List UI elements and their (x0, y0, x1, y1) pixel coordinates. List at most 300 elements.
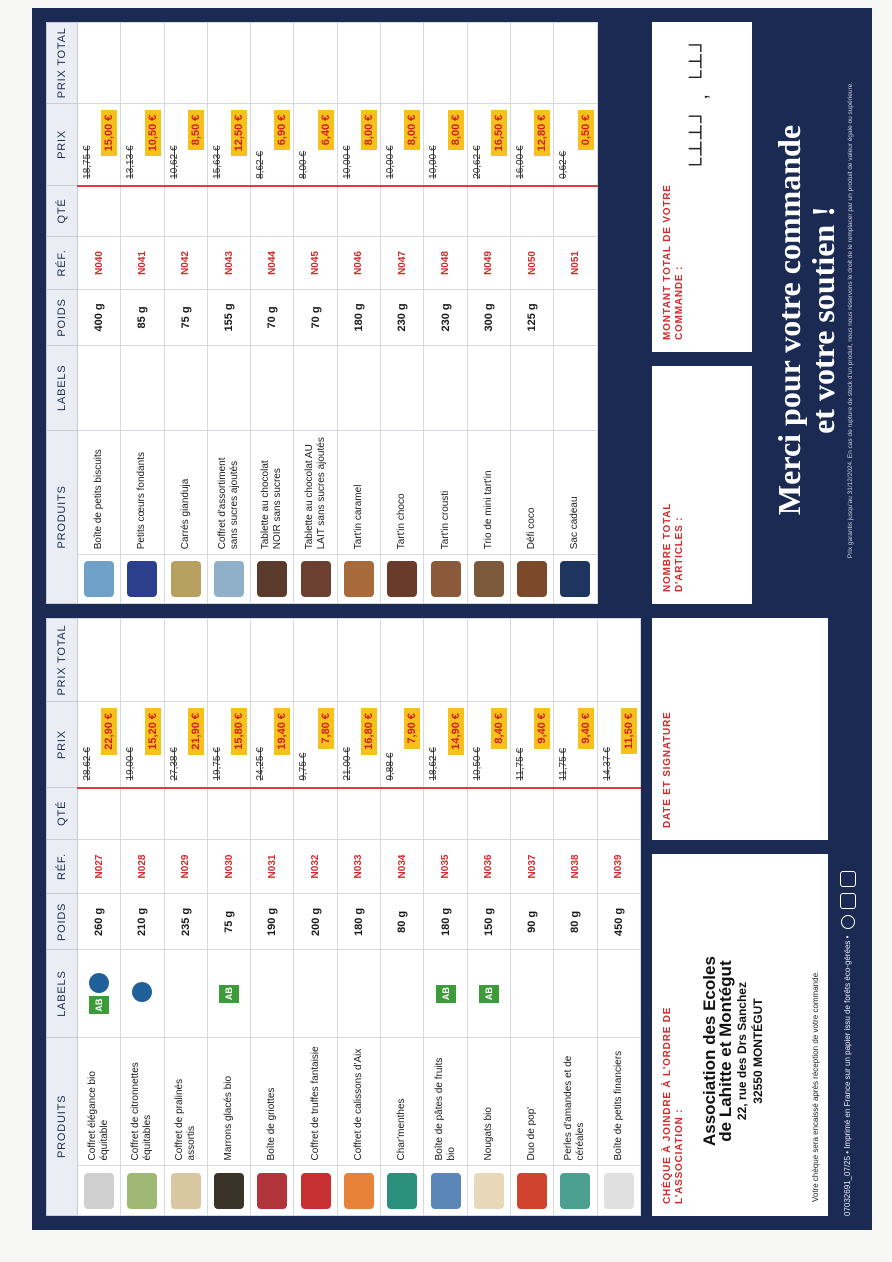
product-name: Coffret élégance bio équitable (78, 1037, 121, 1166)
product-ref: N031 (251, 839, 294, 894)
promo-price: 8,00 € (448, 110, 464, 151)
product-labels (554, 950, 597, 1037)
quantity-input[interactable] (207, 186, 250, 236)
product-price (381, 103, 424, 186)
promo-price: 10,50 € (145, 110, 161, 157)
old-price: 27,38 € (168, 747, 180, 781)
product-thumbnail (597, 1166, 640, 1216)
old-price: 20,62 € (471, 145, 483, 179)
cheque-box (652, 854, 828, 1216)
product-image (474, 561, 504, 597)
signature-box[interactable] (652, 618, 828, 840)
product-price (510, 103, 553, 186)
product-price (424, 702, 467, 788)
total-price-input[interactable] (467, 619, 510, 702)
quantity-input[interactable] (510, 788, 553, 840)
product-thumbnail (121, 555, 164, 604)
product-ref: N040 (78, 236, 121, 290)
quantity-input[interactable] (554, 186, 597, 236)
product-weight: 400 g (78, 290, 121, 345)
promo-price: 7,80 € (318, 708, 334, 749)
total-price-input[interactable] (510, 23, 553, 104)
product-labels (294, 950, 337, 1037)
stamp-line-1: Association des Ecoles (700, 956, 719, 1146)
table-row (554, 23, 597, 604)
product-ref: N048 (424, 236, 467, 290)
product-name: Tablette au chocolat AU LAIT sans sucres ajoutés (294, 430, 337, 554)
product-price (381, 702, 424, 788)
table-row (337, 23, 380, 604)
articles-label: NOMBRE TOTAL D'ARTICLES : (662, 502, 685, 592)
total-price-input[interactable] (597, 619, 640, 702)
product-labels (251, 345, 294, 430)
product-ref: N029 (164, 839, 207, 894)
amount-label: MONTANT TOTAL DE VOTRE COMMANDE : (662, 184, 685, 340)
product-name: Coffret de pralinés assortis (164, 1037, 207, 1166)
product-price (207, 103, 250, 186)
table-row (381, 23, 424, 604)
old-price: 10,62 € (168, 145, 180, 179)
product-weight: 180 g (337, 290, 380, 345)
total-price-input[interactable] (294, 23, 337, 104)
products-table-right (46, 22, 598, 604)
product-labels (121, 345, 164, 430)
table-row (554, 619, 597, 1216)
product-weight: 180 g (424, 894, 467, 950)
promo-price: 6,40 € (318, 110, 334, 151)
promo-price: 8,50 € (188, 110, 204, 151)
promo-price: 8,00 € (404, 110, 420, 151)
table-row (510, 619, 553, 1216)
cheque-label: CHÈQUE À JOINDRE À L'ORDRE DE L'ASSOCIATION : (662, 1006, 685, 1204)
product-labels (164, 950, 207, 1037)
total-price-input[interactable] (121, 23, 164, 104)
table-row (294, 619, 337, 1216)
rotated-content (32, 8, 872, 1230)
total-price-input[interactable] (337, 619, 380, 702)
product-labels (381, 950, 424, 1037)
product-name: Sac cadeau (554, 430, 597, 554)
table-row (251, 619, 294, 1216)
product-ref: N028 (121, 839, 164, 894)
table-row (164, 23, 207, 604)
product-thumbnail (510, 555, 553, 604)
product-ref: N036 (467, 839, 510, 894)
product-ref: N043 (207, 236, 250, 290)
product-ref: N047 (381, 236, 424, 290)
product-ref: N039 (597, 839, 640, 894)
quantity-input[interactable] (381, 186, 424, 236)
total-price-input[interactable] (337, 23, 380, 104)
product-labels (554, 345, 597, 430)
product-thumbnail (467, 555, 510, 604)
print-line (840, 871, 856, 1216)
product-thumbnail (424, 1166, 467, 1216)
header-total: PRIX TOTAL (47, 23, 78, 104)
product-name: Tart'in choco (381, 430, 424, 554)
quantity-input[interactable] (207, 788, 250, 840)
header-qty: QTÉ (47, 788, 78, 840)
product-name: Coffret d'assortiment sans sucres ajoutés (207, 430, 250, 554)
promo-price: 15,80 € (231, 708, 247, 755)
product-price (78, 103, 121, 186)
total-price-input[interactable] (164, 23, 207, 104)
old-price: 14,37 € (601, 747, 613, 781)
product-ref: N051 (554, 236, 597, 290)
product-labels (251, 950, 294, 1037)
promo-price: 12,80 € (534, 110, 550, 157)
total-price-input[interactable] (424, 23, 467, 104)
product-ref: N046 (337, 236, 380, 290)
amount-box[interactable] (652, 22, 752, 352)
promo-price: 11,50 € (621, 708, 637, 754)
product-labels (424, 345, 467, 430)
quantity-input[interactable] (251, 788, 294, 840)
legal-notice: Prix garantis jusqu'au 31/12/2024. En cas de rupture de stock d'un produit, nous nous réservons le droit de le remplacer par un produit de valeur égale ou supérieure. (847, 81, 854, 559)
old-price: 10,50 € (471, 747, 483, 781)
total-price-input[interactable] (554, 23, 597, 104)
product-image (344, 561, 374, 597)
eco-logo-icon (840, 893, 856, 909)
total-price-input[interactable] (251, 23, 294, 104)
table-header-row (47, 619, 78, 1216)
product-thumbnail (164, 1166, 207, 1216)
quantity-input[interactable] (78, 788, 121, 840)
product-ref: N038 (554, 839, 597, 894)
product-image (604, 1173, 634, 1209)
old-price: 15,63 € (211, 145, 223, 179)
print-text: 07032691_07/25 • Imprimé en France sur un papier issu de forêts éco-gérées • (843, 935, 853, 1216)
product-thumbnail (510, 1166, 553, 1216)
table-header-row (47, 23, 78, 604)
product-price (510, 702, 553, 788)
product-labels (510, 345, 553, 430)
product-price (467, 103, 510, 186)
header-qty: QTÉ (47, 186, 78, 236)
product-image (171, 1173, 201, 1209)
old-price: 16,00 € (514, 145, 526, 179)
product-image (301, 1173, 331, 1209)
product-image (560, 1173, 590, 1209)
product-ref: N027 (78, 839, 121, 894)
total-price-input[interactable] (467, 23, 510, 104)
table-row (597, 619, 640, 1216)
product-image (214, 1173, 244, 1209)
product-name: Tart'in crousti (424, 430, 467, 554)
promo-price: 8,40 € (491, 708, 507, 749)
product-ref: N034 (381, 839, 424, 894)
quantity-input[interactable] (554, 788, 597, 840)
total-price-input[interactable] (554, 619, 597, 702)
product-price (337, 103, 380, 186)
header-products: PRODUITS (47, 430, 78, 603)
old-price: 19,00 € (125, 747, 137, 781)
quantity-input[interactable] (337, 788, 380, 840)
product-labels (337, 950, 380, 1037)
total-price-input[interactable] (294, 619, 337, 702)
table-row (121, 619, 164, 1216)
quantity-input[interactable] (510, 186, 553, 236)
product-weight: 75 g (164, 290, 207, 345)
old-price: 10,00 € (385, 145, 397, 179)
product-name: Nougats bio (467, 1037, 510, 1166)
product-name: Duo de pop' (510, 1037, 553, 1166)
header-weight: POIDS (47, 894, 78, 950)
product-thumbnail (294, 555, 337, 604)
amount-digits: └┴┴┘ , └┴┘ (690, 36, 712, 172)
fairtrade-label-icon (89, 973, 109, 993)
product-thumbnail (207, 555, 250, 604)
header-price: PRIX (47, 103, 78, 186)
product-ref: N041 (121, 236, 164, 290)
product-thumbnail (164, 555, 207, 604)
product-image (257, 561, 287, 597)
product-labels (510, 950, 553, 1037)
product-weight: 85 g (121, 290, 164, 345)
organic-ab-label-icon: AB (219, 985, 239, 1003)
product-labels (294, 345, 337, 430)
product-price (164, 103, 207, 186)
table-row (164, 619, 207, 1216)
product-image (171, 561, 201, 597)
product-labels (381, 345, 424, 430)
product-name: Tablette au chocolat NOIR sans sucres (251, 430, 294, 554)
product-image (387, 1173, 417, 1209)
product-price (597, 702, 640, 788)
product-name: Carrés gianduja (164, 430, 207, 554)
product-weight: 190 g (251, 894, 294, 950)
product-price (424, 103, 467, 186)
total-price-input[interactable] (164, 619, 207, 702)
product-image (387, 561, 417, 597)
total-price-input[interactable] (424, 619, 467, 702)
product-price (164, 702, 207, 788)
quantity-input[interactable] (467, 186, 510, 236)
product-weight: 260 g (78, 894, 121, 950)
product-name: Petits cœurs fondants (121, 430, 164, 554)
product-ref: N037 (510, 839, 553, 894)
quantity-input[interactable] (467, 788, 510, 840)
quantity-input[interactable] (294, 186, 337, 236)
product-weight: 75 g (207, 894, 250, 950)
organic-ab-label-icon: AB (479, 985, 499, 1003)
product-name: Coffret de citronnettes équitables (121, 1037, 164, 1166)
product-name: Boîte de petits financiers (597, 1037, 640, 1166)
product-weight: 80 g (554, 894, 597, 950)
product-labels (207, 950, 250, 1037)
product-labels (424, 950, 467, 1037)
old-price: 9,88 € (385, 752, 397, 781)
table-row (381, 619, 424, 1216)
header-total: PRIX TOTAL (47, 619, 78, 702)
product-weight: 200 g (294, 894, 337, 950)
quantity-input[interactable] (164, 788, 207, 840)
product-ref: N050 (510, 236, 553, 290)
organic-ab-label-icon: AB (436, 985, 456, 1003)
products-table-left (46, 618, 641, 1216)
header-ref: RÉF. (47, 236, 78, 290)
product-weight: 210 g (121, 894, 164, 950)
signature-label: DATE ET SIGNATURE (662, 711, 673, 828)
old-price: 0,62 € (558, 151, 570, 179)
promo-price: 7,90 € (404, 708, 420, 749)
total-price-input[interactable] (381, 619, 424, 702)
product-image (257, 1173, 287, 1209)
total-price-input[interactable] (78, 23, 121, 104)
product-weight: 70 g (294, 290, 337, 345)
product-image (301, 561, 331, 597)
quantity-input[interactable] (164, 186, 207, 236)
product-image (84, 561, 114, 597)
promo-price: 16,80 € (361, 708, 377, 755)
product-price (207, 702, 250, 788)
old-price: 8,00 € (298, 151, 310, 179)
old-price: 13,13 € (125, 145, 137, 179)
promo-price: 6,90 € (274, 110, 290, 151)
quantity-input[interactable] (381, 788, 424, 840)
product-price (294, 103, 337, 186)
product-image (474, 1173, 504, 1209)
organic-ab-label-icon: AB (89, 996, 109, 1014)
recycle-icon (841, 915, 855, 929)
table-row (251, 23, 294, 604)
table-row (337, 619, 380, 1216)
product-labels (597, 950, 640, 1037)
old-price: 18,75 € (82, 145, 93, 179)
product-ref: N045 (294, 236, 337, 290)
product-name: Coffret de truffes fantaisie (294, 1037, 337, 1166)
product-weight: 230 g (381, 290, 424, 345)
product-name: Trio de mini tart'in (467, 430, 510, 554)
product-image (127, 561, 157, 597)
quantity-input[interactable] (294, 788, 337, 840)
product-ref: N033 (337, 839, 380, 894)
product-image (344, 1173, 374, 1209)
quantity-input[interactable] (337, 186, 380, 236)
product-labels (467, 345, 510, 430)
product-thumbnail (207, 1166, 250, 1216)
total-price-input[interactable] (121, 619, 164, 702)
header-labels: LABELS (47, 950, 78, 1037)
product-weight: 125 g (510, 290, 553, 345)
total-price-input[interactable] (207, 619, 250, 702)
product-ref: N042 (164, 236, 207, 290)
product-weight (554, 290, 597, 345)
product-weight: 80 g (381, 894, 424, 950)
old-price: 18,62 € (428, 747, 440, 781)
product-weight: 180 g (337, 894, 380, 950)
product-price (554, 103, 597, 186)
thanks-message (772, 50, 840, 590)
product-ref: N044 (251, 236, 294, 290)
quantity-input[interactable] (597, 788, 640, 840)
product-labels (207, 345, 250, 430)
product-labels (164, 345, 207, 430)
promo-price: 21,90 € (188, 708, 204, 755)
promo-price: 14,90 € (448, 708, 464, 755)
product-name: Perles d'amandes et de céréales (554, 1037, 597, 1166)
old-price: 28,62 € (82, 747, 93, 781)
product-labels (121, 950, 164, 1037)
product-weight: 235 g (164, 894, 207, 950)
stamp-line-4: 32550 MONTÉGUT (751, 998, 765, 1104)
total-price-input[interactable] (251, 619, 294, 702)
product-name: Boîte de griottes (251, 1037, 294, 1166)
product-labels (337, 345, 380, 430)
total-price-input[interactable] (510, 619, 553, 702)
product-thumbnail (78, 1166, 121, 1216)
product-ref: N030 (207, 839, 250, 894)
total-price-input[interactable] (78, 619, 121, 702)
table-row (207, 23, 250, 604)
product-thumbnail (381, 555, 424, 604)
product-thumbnail (554, 555, 597, 604)
product-price (78, 702, 121, 788)
product-image (517, 1173, 547, 1209)
product-price (251, 103, 294, 186)
product-image (127, 1173, 157, 1209)
total-price-input[interactable] (381, 23, 424, 104)
table-row (121, 23, 164, 604)
old-price: 21,00 € (341, 747, 353, 781)
header-ref: RÉF. (47, 839, 78, 894)
old-price: 11,75 € (514, 747, 526, 781)
product-thumbnail (381, 1166, 424, 1216)
total-price-input[interactable] (207, 23, 250, 104)
product-thumbnail (251, 555, 294, 604)
product-image (431, 561, 461, 597)
quantity-input[interactable] (121, 788, 164, 840)
product-price (467, 702, 510, 788)
promo-price: 9,40 € (534, 708, 550, 749)
table-row (78, 23, 121, 604)
header-products: PRODUITS (47, 1037, 78, 1215)
old-price: 24,25 € (255, 747, 267, 781)
old-price: 8,62 € (255, 151, 267, 179)
stamp-line-3: 22, rue des Drs Sanchez (735, 982, 749, 1121)
promo-price: 15,00 € (101, 110, 117, 157)
product-image (560, 561, 590, 597)
product-thumbnail (424, 555, 467, 604)
old-price: 11,75 € (558, 747, 570, 781)
product-name: Tart'in caramel (337, 430, 380, 554)
table-row (294, 23, 337, 604)
header-labels: LABELS (47, 345, 78, 430)
stamp-line-2: de Lahitte et Montégut (716, 960, 735, 1142)
order-form-sheet (32, 8, 872, 1230)
quantity-input[interactable] (424, 788, 467, 840)
header-price: PRIX (47, 702, 78, 788)
product-name: Char'menthes (381, 1037, 424, 1166)
promo-price: 15,20 € (145, 708, 161, 755)
product-labels (78, 950, 121, 1037)
old-price: 10,00 € (428, 145, 440, 179)
quantity-input[interactable] (424, 186, 467, 236)
table-row (78, 619, 121, 1216)
product-image (214, 561, 244, 597)
articles-box[interactable] (652, 366, 752, 604)
product-thumbnail (554, 1166, 597, 1216)
table-row (424, 619, 467, 1216)
product-name: Boîte de pâtes de fruits bio (424, 1037, 467, 1166)
quantity-input[interactable] (251, 186, 294, 236)
quantity-input[interactable] (78, 186, 121, 236)
product-price (121, 702, 164, 788)
quantity-input[interactable] (121, 186, 164, 236)
old-price: 9,75 € (298, 752, 310, 781)
product-ref: N032 (294, 839, 337, 894)
product-labels (78, 345, 121, 430)
